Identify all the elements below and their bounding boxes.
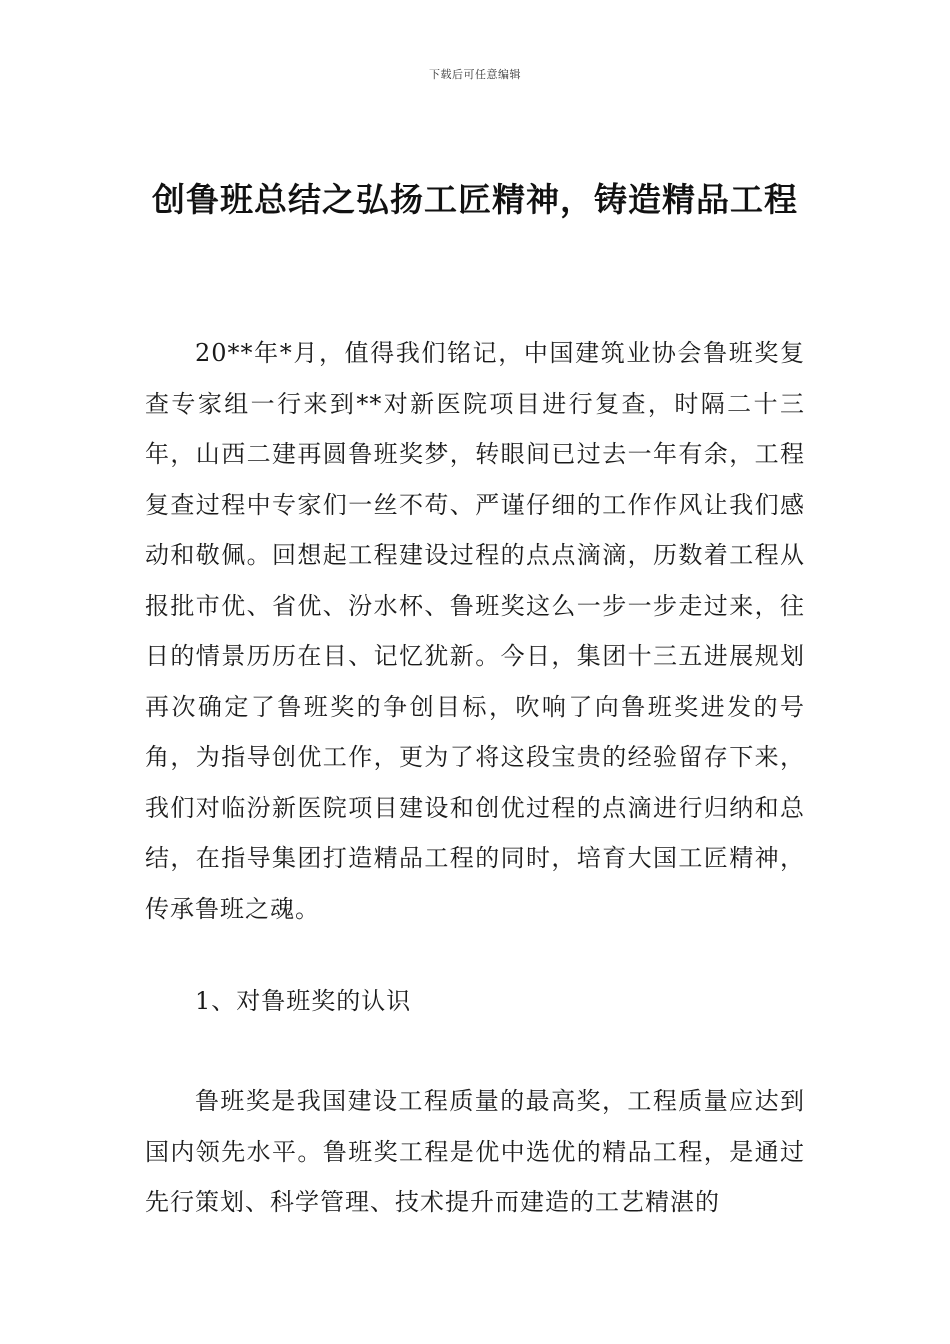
body-paragraph-1: 20**年*月，值得我们铭记，中国建筑业协会鲁班奖复查专家组一行来到**对新医院项目进行复查，时隔二十三年，山西二建再圆鲁班奖梦，转眼间已过去一年有余，工程复查过程中专家们一丝不苟、严谨仔细的工作作风让我们感动和敬佩。回想起工程建设过程的点点滴滴，历数着工程从报批市优、省优、汾水杯、鲁班奖这么一步一步走过来，往日的情景历历在目、记忆犹新。今日，集团十三五进展规划再次确定了鲁班奖的争创目标，吹响了向鲁班奖进发的号角，为指导创优工作，更为了将这段宝贵的经验留存下来，我们对临汾新医院项目建设和创优过程的点滴进行归纳和总结，在指导集团打造精品工程的同时，培育大国工匠精神，传承鲁班之魂。: [145, 339, 805, 923]
section-heading-1: 1、对鲁班奖的认识: [195, 987, 412, 1015]
document-title: 创鲁班总结之弘扬工匠精神，铸造精品工程: [152, 180, 798, 219]
header-note: 下载后可任意编辑: [429, 68, 521, 81]
body-paragraph-2: 鲁班奖是我国建设工程质量的最高奖，工程质量应达到国内领先水平。鲁班奖工程是优中选优的精品工程，是通过先行策划、科学管理、技术提升而建造的工艺精湛的: [145, 1087, 805, 1216]
